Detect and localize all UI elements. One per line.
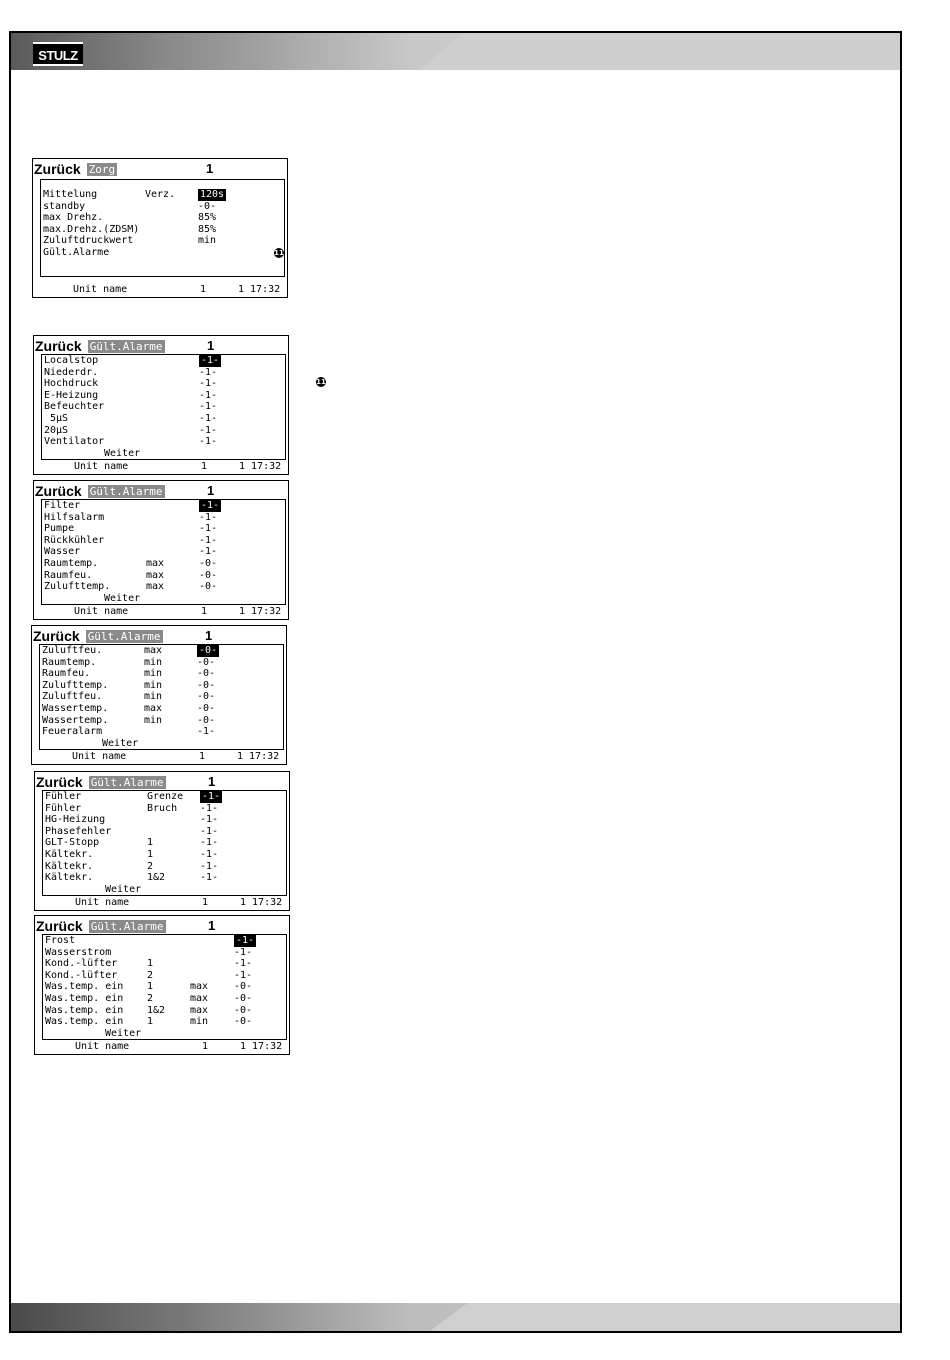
parameter-label: Zuluftdruckwert [43,235,134,247]
parameter-value[interactable]: -0- [199,558,218,569]
screen-header [36,917,286,935]
parameter-qualifier: 1 [147,1016,154,1028]
parameter-label: Wasserstrom [45,946,112,958]
parameter-label: E-Heizung [44,389,99,401]
parameter-qualifier: 2 [147,969,154,981]
parameter-value[interactable]: -0- [234,1004,253,1016]
parameter-label: Befeuchter [44,401,105,413]
clock: 1 17:32 [238,284,281,295]
parameter-value[interactable]: -0- [199,645,218,656]
note-ref-icon: 11 [274,249,284,257]
parameter-label: Raumtemp. [44,558,99,569]
parameter-label: Kältekr. [45,872,94,884]
weiter-button[interactable]: Weiter [104,447,141,459]
back-button[interactable]: Zurück [34,161,81,177]
parameter-qualifier: 1&2 [147,872,166,884]
unit-number: 1 [207,483,215,498]
parameter-label: Zulufttemp. [44,581,111,593]
status-line [33,284,287,296]
parameter-value[interactable]: -1- [199,389,218,401]
parameter-label: Kond.-lüfter [45,958,118,970]
parameter-qualifier: min [144,714,163,726]
back-button[interactable]: Zurück [35,338,82,354]
parameter-qualifier: 2 [147,993,154,1004]
parameter-value[interactable]: -0- [234,993,253,1004]
parameter-label: Pumpe [44,523,75,535]
parameter-value[interactable]: -1- [199,511,218,523]
parameter-value[interactable]: -1- [200,837,219,849]
weiter-button[interactable]: Weiter [105,883,142,895]
back-button[interactable]: Zurück [36,774,83,790]
clock: 1 17:32 [240,1041,283,1052]
parameter-label: Niederdr. [44,366,99,378]
back-button[interactable]: Zurück [36,918,83,934]
parameter-value[interactable]: min [198,235,217,247]
unit-name: Unit name [75,1041,130,1052]
parameter-label: Zuluftfeu. [42,691,103,703]
stulz-logo: STULZ [33,42,83,66]
parameter-label: Was.temp. ein [45,981,124,993]
unit-number: 1 [208,918,216,933]
menu-tab[interactable]: Zorg [88,163,116,176]
weiter-button[interactable]: Weiter [105,1027,142,1039]
parameter-qualifier: max [144,645,163,656]
status-line [34,606,288,618]
menu-tab[interactable]: Gült.Alarme [90,776,164,789]
parameter-value[interactable]: -1- [199,534,218,546]
parameter-value[interactable]: -0- [199,569,218,581]
parameter-label: Fühler [45,802,82,814]
parameter-value[interactable]: -1- [199,424,218,436]
menu-tab[interactable]: Gült.Alarme [89,340,163,353]
parameter-value[interactable]: -0- [197,714,216,726]
parameter-label: Wassertemp. [42,714,109,726]
parameter-label: Raumtemp. [42,656,97,668]
parameter-value[interactable]: -1- [201,355,220,366]
parameter-label: Wassertemp. [42,703,109,714]
parameter-label: Was.temp. ein [45,993,124,1004]
parameter-value[interactable]: -1- [200,860,219,872]
parameter-value[interactable]: -1- [199,546,218,558]
clock: 1 17:32 [240,897,283,908]
controller-screen-6 [34,915,290,1055]
unit-number: 1 [206,161,214,176]
parameter-qualifier: min [144,656,163,668]
parameter-label: Was.temp. ein [45,1016,124,1028]
parameter-label: Raumfeu. [44,569,93,581]
menu-tab[interactable]: Gült.Alarme [87,630,161,643]
parameter-label: max.Drehz.(ZDSM) [43,223,140,235]
parameter-value[interactable]: -1- [201,500,220,511]
parameter-value[interactable]: -1- [199,401,218,413]
unit-number: 1 [205,628,213,643]
parameter-value[interactable]: 85% [198,212,217,224]
parameter-qualifier: max [190,993,209,1004]
parameter-qualifier: 1 [147,837,154,849]
parameter-qualifier: 1&2 [147,1004,166,1016]
parameter-value[interactable]: -0- [197,656,216,668]
parameter-value[interactable]: 120s [200,189,225,200]
parameter-value[interactable]: -1- [200,825,219,837]
parameter-qualifier: min [144,668,163,680]
controller-screen-4 [31,625,287,765]
parameter-value[interactable]: -0- [197,668,216,680]
footer-band [11,1303,900,1331]
parameter-label: Phasefehler [45,825,112,837]
parameter-value[interactable]: -1- [200,814,219,826]
unit-name: Unit name [73,284,128,295]
parameter-qualifier: max [146,558,165,569]
parameter-value[interactable]: -1- [200,802,219,814]
parameter-qualifier: max [190,981,209,993]
parameter-value[interactable]: -1- [234,946,253,958]
clock: 1 17:32 [237,751,280,762]
parameter-label: Ventilator [44,436,105,448]
parameter-value[interactable]: -0- [234,981,253,993]
parameter-label: Hochdruck [44,378,99,390]
parameter-value[interactable]: -1- [199,436,218,448]
parameter-label: 20µS [44,424,69,436]
parameter-label: Kältekr. [45,860,94,872]
parameter-qualifier: min [190,1016,209,1028]
clock: 1 17:32 [239,606,282,617]
screen-header [35,482,285,500]
parameter-label: Feueralarm [42,726,103,738]
controller-screen-3 [33,480,289,620]
parameter-label: Was.temp. ein [45,1004,124,1016]
parameter-value[interactable]: -1- [200,849,219,860]
unit-number: 1 [207,338,215,353]
unit-name: Unit name [74,461,129,472]
parameter-value[interactable]: -1- [200,872,219,884]
parameter-label: Mittelung [43,189,98,200]
parameter-qualifier: max [190,1004,209,1016]
screen-header [33,627,283,645]
screen-header [34,160,284,178]
weiter-button[interactable]: Weiter [102,737,139,749]
parameter-label: Gült.Alarme [43,247,110,258]
parameter-qualifier: 1 [147,981,154,993]
unit-name: Unit name [74,606,129,617]
controller-screen-2 [33,335,289,475]
parameter-label: Frost [45,935,76,946]
parameter-qualifier: max [146,569,165,581]
parameter-qualifier: max [144,703,163,714]
back-button[interactable]: Zurück [35,483,82,499]
parameter-label: HG-Heizung [45,814,106,826]
parameter-qualifier: 1 [147,958,154,970]
parameter-value[interactable]: -1- [236,935,255,946]
parameter-label: Fühler [45,791,82,802]
parameter-value[interactable]: -1- [234,958,253,970]
controller-screen-5 [34,771,290,911]
unit-number: 1 [208,774,216,789]
back-button[interactable]: Zurück [33,628,80,644]
status-line [35,1041,289,1053]
unit-id: 1 [202,897,209,908]
parameter-value[interactable]: -1- [199,378,218,390]
note-marker-icon: 11 [316,378,326,386]
parameter-value[interactable]: -1- [199,523,218,535]
parameter-value[interactable]: -0- [234,1016,253,1028]
parameter-qualifier: Grenze [147,791,184,802]
parameter-value[interactable]: -0- [197,691,216,703]
parameter-label: Zuluftfeu. [42,645,103,656]
unit-name: Unit name [75,897,130,908]
parameter-qualifier: min [144,691,163,703]
status-line [35,897,289,909]
parameter-value[interactable]: -0- [198,200,217,212]
parameter-value[interactable]: 85% [198,223,217,235]
parameter-label: Zulufttemp. [42,679,109,691]
note-marker [316,369,326,388]
parameter-value[interactable]: -0- [197,703,216,714]
controller-screen-1 [32,158,288,298]
parameter-label: 5µS [44,413,69,424]
weiter-button[interactable]: Weiter [104,592,141,604]
unit-name: Unit name [72,751,127,762]
screen-header [35,337,285,355]
parameter-value[interactable]: -1- [234,969,253,981]
unit-id: 1 [201,606,208,617]
parameter-value[interactable]: -0- [197,679,216,691]
parameter-qualifier: 2 [147,860,154,872]
parameter-qualifier: Bruch [147,802,178,814]
unit-id: 1 [199,751,206,762]
header-band [11,33,900,70]
parameter-label: standby [43,200,86,212]
clock: 1 17:32 [239,461,282,472]
parameter-label: Raumfeu. [42,668,91,680]
status-line [34,461,288,473]
parameter-label: Hilfsalarm [44,511,105,523]
screen-header [36,773,286,791]
parameter-label: Filter [44,500,81,511]
parameter-qualifier: Verz. [145,189,176,200]
parameter-value[interactable]: -1- [199,413,218,424]
parameter-label: Kältekr. [45,849,94,860]
parameter-value[interactable]: -0- [199,581,218,593]
status-line [32,751,286,763]
unit-id: 1 [201,461,208,472]
unit-id: 1 [202,1041,209,1052]
parameter-qualifier: min [144,679,163,691]
parameter-value[interactable]: -1- [202,791,221,802]
parameter-label: Rückkühler [44,534,105,546]
menu-tab[interactable]: Gült.Alarme [90,920,164,933]
unit-id: 1 [200,284,207,295]
parameter-qualifier: max [146,581,165,593]
parameter-label: max Drehz. [43,212,104,224]
parameter-qualifier: 1 [147,849,154,860]
parameter-label: Localstop [44,355,99,366]
parameter-label: GLT-Stopp [45,837,100,849]
parameter-value[interactable]: -1- [197,726,216,738]
menu-tab[interactable]: Gült.Alarme [89,485,163,498]
parameter-label: Wasser [44,546,81,558]
parameter-value[interactable]: -1- [199,366,218,378]
parameter-label: Kond.-lüfter [45,969,118,981]
